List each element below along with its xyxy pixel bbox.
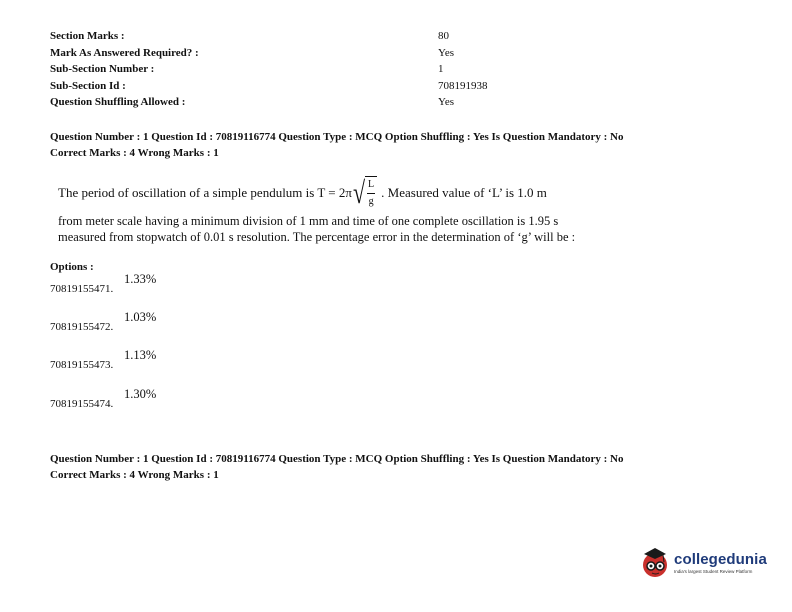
option-4[interactable] (50, 387, 157, 410)
option-id: 70819155471. (50, 283, 114, 295)
option-id: 70819155473. (50, 359, 114, 371)
option-value: 1.33% (124, 272, 157, 286)
logo-text (674, 551, 767, 574)
question-header (50, 129, 750, 161)
option-3[interactable] (50, 348, 157, 371)
option-2[interactable] (50, 310, 157, 333)
sqrt-icon: √ (352, 174, 366, 210)
meta-key: Mark As Answered Required? : (50, 46, 199, 59)
option-1[interactable] (50, 272, 157, 295)
mascot-icon (640, 545, 670, 579)
meta-value: 1 (438, 63, 444, 76)
question-text-after-formula: . Measured value of ‘L’ is 1.0 m (381, 185, 547, 200)
option-value: 1.30% (124, 387, 157, 401)
question-text-line1 (58, 174, 598, 212)
fraction (365, 176, 377, 210)
fraction-denominator: g (368, 196, 374, 207)
question-text-before-formula: The period of oscillation of a simple pendulum is T = 2π (58, 185, 352, 200)
meta-key: Section Marks : (50, 30, 125, 43)
meta-value: 708191938 (438, 79, 488, 92)
question-text-rest: from meter scale having a minimum division of 1 mm and time of one complete oscillation is 1.95 s measured from stopwatch of 0.01 s resolution. The percentage error in the determination of ‘g’ will be : (58, 214, 576, 244)
question-header-line1: Question Number : 1 Question Id : 70819116774 Question Type : MCQ Option Shuffling : Yes Is Question Mandatory : No (50, 453, 624, 465)
logo-tagline: India's largest Student Review Platform (674, 568, 753, 574)
option-id: 70819155474. (50, 398, 114, 410)
meta-row-subsection-number (50, 61, 510, 78)
meta-value: Yes (438, 46, 455, 59)
question-header-repeat (50, 451, 750, 483)
meta-key: Sub-Section Id : (50, 79, 126, 92)
meta-row-subsection-id (50, 78, 510, 95)
sqrt-formula (353, 176, 377, 210)
logo-name: collegedunia (674, 550, 767, 568)
meta-value: 80 (438, 30, 449, 43)
option-value: 1.13% (124, 348, 157, 362)
fraction-numerator: L (367, 177, 375, 194)
question-header-line2: Correct Marks : 4 Wrong Marks : 1 (50, 469, 219, 481)
meta-value: Yes (438, 96, 455, 109)
option-value: 1.03% (124, 310, 157, 324)
meta-key: Question Shuffling Allowed : (50, 96, 186, 109)
question-header-line1: Question Number : 1 Question Id : 70819116774 Question Type : MCQ Option Shuffling : Yes Is Question Mandatory : No (50, 131, 624, 143)
meta-row-question-shuffling (50, 94, 510, 111)
section-metadata (50, 28, 510, 111)
collegedunia-logo (640, 542, 775, 582)
meta-row-mark-answered (50, 45, 510, 62)
question-header-line2: Correct Marks : 4 Wrong Marks : 1 (50, 147, 219, 159)
option-id: 70819155472. (50, 321, 114, 333)
question-text (58, 174, 598, 245)
meta-row-section-marks (50, 28, 510, 45)
meta-key: Sub-Section Number : (50, 63, 155, 76)
options-label: Options : (50, 261, 94, 273)
